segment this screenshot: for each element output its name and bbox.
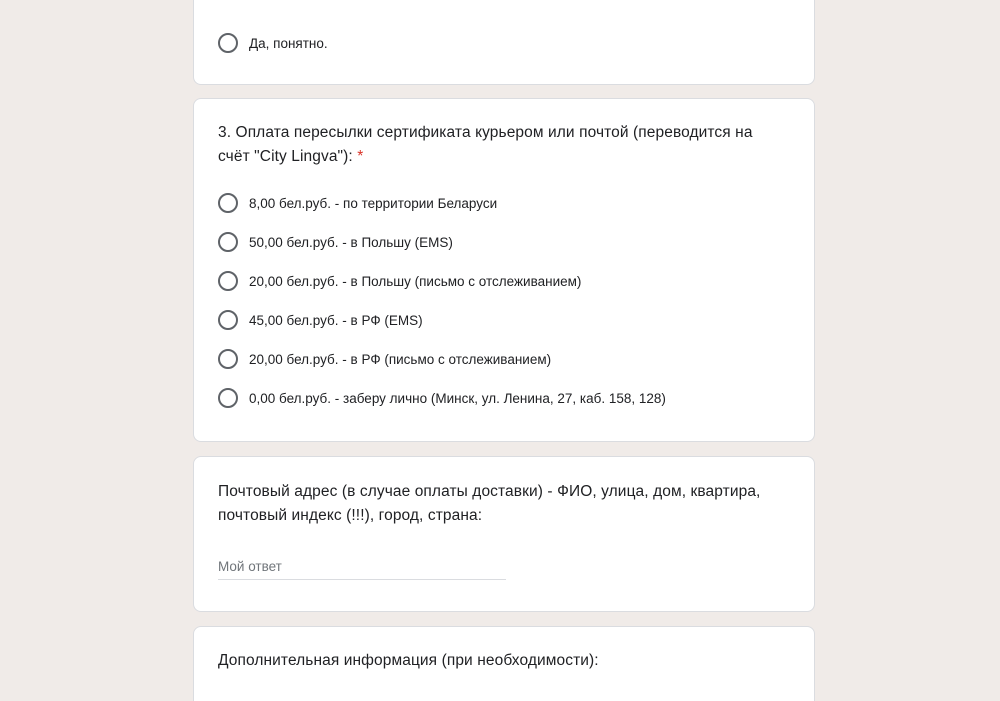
option-label: 45,00 бел.руб. - в РФ (EMS)	[249, 312, 423, 328]
option-label: 0,00 бел.руб. - заберу лично (Минск, ул. Ленина, 27, каб. 158, 128)	[249, 390, 666, 406]
question-card-additional-info	[193, 626, 815, 701]
radio-button[interactable]	[218, 232, 238, 252]
answer-input[interactable]	[218, 553, 506, 580]
option-label: 8,00 бел.руб. - по территории Беларуси	[249, 195, 498, 211]
radio-button[interactable]	[218, 33, 238, 53]
option-russia-letter[interactable]	[218, 347, 551, 371]
question-title: Дополнительная информация (при необходимости):	[218, 652, 599, 669]
option-poland-ems[interactable]	[218, 230, 453, 254]
question-title: Почтовый адрес (в случае оплаты доставки) - ФИО, улица, дом, квартира, почтовый индекс (!!!), город, страна:	[218, 483, 761, 524]
option-label: 50,00 бел.руб. - в Польшу (EMS)	[249, 234, 453, 250]
option-belarus[interactable]	[218, 191, 497, 215]
question-card-postal-address	[193, 456, 815, 612]
radio-button[interactable]	[218, 388, 238, 408]
option-russia-ems[interactable]	[218, 308, 423, 332]
question-title-text: 3. Оплата пересылки сертификата курьером или почтой (переводится на счёт "City Lingva"):	[218, 124, 753, 165]
option-poland-letter[interactable]	[218, 269, 581, 293]
required-asterisk: *	[357, 148, 364, 165]
radio-button[interactable]	[218, 193, 238, 213]
radio-button[interactable]	[218, 271, 238, 291]
option-label: 20,00 бел.руб. - в Польшу (письмо с отслеживанием)	[249, 273, 582, 289]
question-title	[218, 121, 788, 169]
option-label: 20,00 бел.руб. - в РФ (письмо с отслеживанием)	[249, 351, 552, 367]
radio-button[interactable]	[218, 310, 238, 330]
radio-button[interactable]	[218, 349, 238, 369]
option-pickup[interactable]	[218, 386, 666, 410]
question-card-3	[193, 98, 815, 442]
option-label: Да, понятно.	[249, 35, 328, 51]
question-card-2	[193, 0, 815, 85]
option-understood[interactable]	[218, 31, 328, 55]
